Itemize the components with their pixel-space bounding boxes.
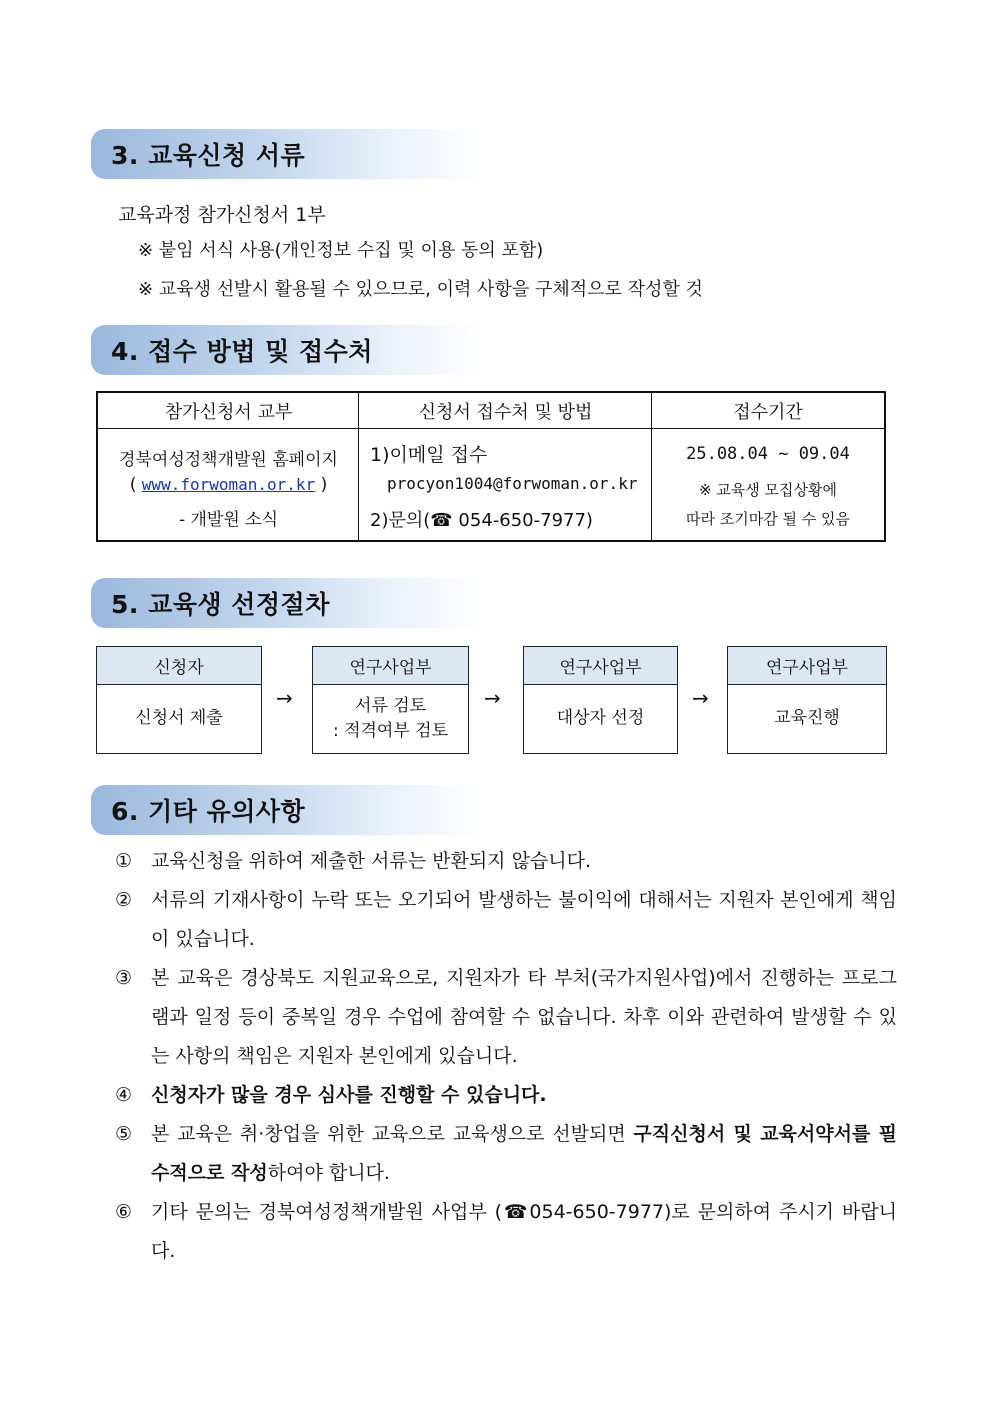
period-note-1: ※ 교육생 모집상황에 [698,481,838,499]
homepage-news: - 개발원 소식 [178,510,279,530]
flow-step-1 [96,646,262,754]
homepage-url-row: ( www.forwoman.or.kr ) [129,475,328,495]
note-form: ※ 붙임 서식 사용(개인정보 수집 및 이용 동의 포함) [138,240,544,261]
flow-arrow-2: → [484,686,501,710]
homepage-label: 경북여성정책개발원 홈페이지 [119,450,338,470]
section-4-title: 4. 접수 방법 및 접수처 [91,325,481,375]
flow-step-3-head: 연구사업부 [524,647,677,685]
section-6-title: 6. 기타 유의사항 [91,785,481,835]
flow-arrow-3: → [692,686,709,710]
note-3: ③ 본 교육은 경상북도 지원교육으로, 지원자가 타 부처(국가지원사업)에서 진행하는 프로그램과 일정 등이 중복일 경우 수업에 참여할 수 없습니다. 차후 이와 관련하여 발생할 수 있는 사항의 책임은 지원자 본인에게 있습니다. [115,967,897,1067]
table-header-1: 참가신청서 교부 [164,401,293,423]
flow-step-2-body-sub: : 적격여부 검토 [332,720,449,741]
flow-step-1-head: 신청자 [97,647,261,685]
table-header-3: 접수기간 [733,401,803,423]
note-6: ⑥ 기타 문의는 경북여성정책개발원 사업부 (☎054-650-7977)로 문의하여 주시기 바랍니다. [115,1201,897,1262]
flow-step-2-body: 서류 검토 [354,695,427,716]
note-2: ② 서류의 기재사항이 누락 또는 오기되어 발생하는 불이익에 대해서는 지원자 본인에게 책임이 있습니다. [115,889,897,950]
email-address[interactable]: procyon1004@forwoman.or.kr [387,474,638,493]
flow-step-2 [312,646,469,754]
note-5: ⑤ 본 교육은 취·창업을 위한 교육으로 교육생으로 선발되면 구직신청서 및 교육서약서를 필수적으로 작성하여야 합니다. [115,1123,897,1184]
required-document: 교육과정 참가신청서 1부 [118,204,326,226]
homepage-link[interactable]: www.forwoman.or.kr [141,475,316,494]
note-4: ④ 신청자가 많을 경우 심사를 진행할 수 있습니다. [115,1084,547,1106]
flow-arrow-1: → [276,686,293,710]
note-history: ※ 교육생 선발시 활용될 수 있으므로, 이력 사항을 구체적으로 작성할 것 [138,279,703,300]
flow-step-3-body: 대상자 선정 [556,708,645,728]
reception-period: 25.08.04 ~ 09.04 [686,444,850,464]
notes-list [115,842,897,1271]
phone-inquiry: 2)문의(☎ 054-650-7977) [370,510,593,531]
reception-table [96,391,886,542]
section-3-title: 3. 교육신청 서류 [91,129,481,179]
period-note-2: 따라 조기마감 될 수 있음 [686,510,850,528]
flow-step-3 [523,646,678,754]
table-header-2: 신청서 접수처 및 방법 [418,401,593,423]
flow-step-4 [727,646,887,754]
flow-step-4-body: 교육진행 [774,708,840,728]
note-1: ① 교육신청을 위하여 제출한 서류는 반환되지 않습니다. [115,850,592,872]
flow-step-2-head: 연구사업부 [313,647,468,685]
email-method: 1)이메일 접수 [370,444,488,466]
flow-step-1-body: 신청서 제출 [135,708,223,728]
flow-step-4-head: 연구사업부 [728,647,886,685]
section-5-title: 5. 교육생 선정절차 [91,578,481,628]
